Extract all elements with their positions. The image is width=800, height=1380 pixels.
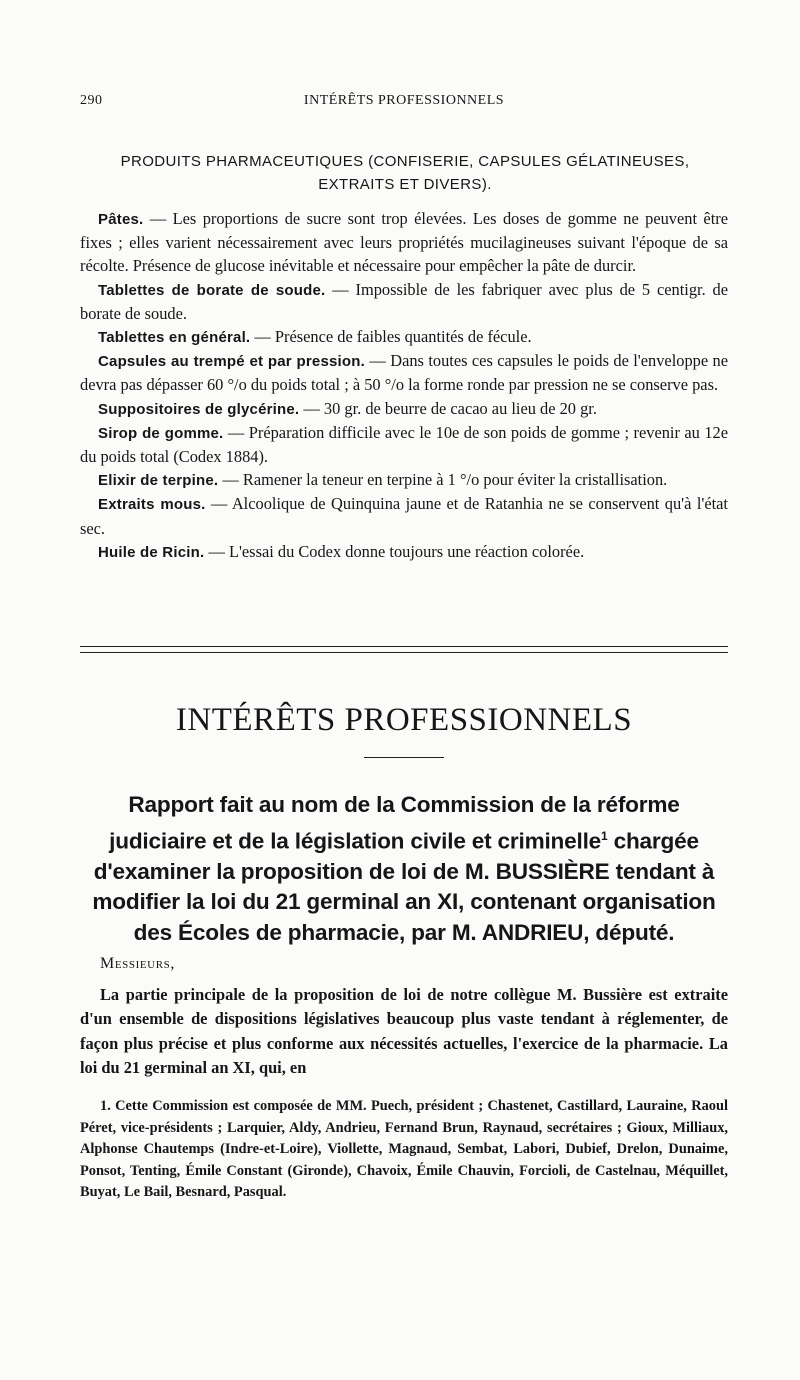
remark-text: — Dans toutes ces capsules le poids de l'enveloppe ne devra pas dépasser 60 °/o du poids total ; à 50 °/o la forme ronde par pression ne se conserve pas.	[80, 351, 729, 395]
chapter-separator	[364, 757, 444, 758]
footnote-reference: 1	[601, 828, 608, 843]
remark-term: Tablettes de borate de soude.	[98, 281, 326, 299]
remark-text: — Alcoolique de Quinquina jaune et de Ratanhia ne se conservent qu'à l'état sec.	[80, 494, 728, 538]
remark-item	[80, 421, 728, 468]
remark-term: Elixir de terpine.	[98, 472, 219, 490]
remark-text: — Les proportions de sucre sont trop élevées. Les doses de gomme ne peuvent être fixes ; elles varient nécessairement avec leurs propriétés mucilagineuses suivant l'époque de sa récolte. Présence de glucose inévitable et nécessaire pour empêcher la pâte de durcir.	[80, 209, 728, 276]
report-title-part-2: chargée d'examiner la proposition de loi de M. BUSSIÈRE tendant à modifier la loi du 21 germinal an XI, contenant organisation des Écoles de pharmacie, par M. ANDRIEU, député.	[92, 828, 716, 945]
remark-term: Huile de Ricin.	[98, 543, 205, 561]
remark-text: — Préparation difficile avec le 10e de son poids de gomme ; revenir au 12e du poids total (Codex 1884).	[80, 422, 729, 467]
remark-text: — L'essai du Codex donne toujours une réaction colorée.	[204, 541, 585, 561]
remark-item	[80, 540, 728, 564]
footnote-text: 1. Cette Commission est composée de MM. Puech, président ; Chastenet, Castillard, Lauraine, Raoul Péret, vice-présidents ; Larquier, Aldy, Andrieu, Fernand Brun, Raynaud, secrétaires ; Gioux, Milliaux, Alphonse Chautemps (Indre-et-Loire), Viollette, Magnaud, Sembat, Labori, Dubief, Drelon, Dunaime, Ponsot, Tenting, Émile Constant (Gironde), Chavoix, Émile Chauvin, Forcioli, de Castelnau, Méquillet, Buyat, Le Bail, Besnard, Pasqual.	[80, 1098, 728, 1201]
salutation: Messieurs,	[100, 955, 175, 972]
product-remarks	[80, 207, 728, 564]
report-paragraph: La partie principale de la proposition de loi de notre collègue M. Bussière est extraite d'un ensemble de dispositions législatives beaucoup plus vaste tendant à réglementer, de façon plus précise et plus conforme aux nécessités actuelles, l'exercice de la pharmacie. La loi du 21 germinal an XI, qui, en	[80, 985, 728, 1078]
footnote	[80, 1096, 728, 1204]
remark-term: Sirop de gomme.	[98, 424, 224, 442]
remark-text: — Ramener la teneur en terpine à 1 °/o pour éviter la cristallisation.	[218, 470, 668, 490]
remark-item	[80, 492, 728, 539]
remark-item	[80, 349, 728, 396]
remark-text: — Présence de faibles quantités de fécule.	[250, 327, 532, 347]
running-title: INTÉRÊTS PROFESSIONNELS	[303, 93, 505, 108]
remark-item	[80, 278, 728, 325]
section-title-line-2: EXTRAITS ET DIVERS).	[318, 176, 492, 193]
remark-item	[80, 397, 728, 421]
remark-term: Tablettes en général.	[98, 329, 251, 347]
report-title	[80, 790, 728, 948]
remark-term: Extraits mous.	[98, 496, 206, 514]
section-divider-bottom	[80, 652, 728, 653]
remark-term: Pâtes.	[98, 211, 144, 228]
remark-item	[80, 207, 728, 278]
remark-text: — Impossible de les fabriquer avec plus de 5 centigr. de borate de soude.	[80, 279, 728, 323]
report-body	[80, 983, 728, 1081]
remark-item	[80, 325, 728, 349]
section-title	[100, 150, 710, 196]
report-title-part-1: Rapport fait au nom de la Commission de la réforme judiciaire et de la législation civile et criminelle	[109, 792, 680, 854]
remark-item	[80, 468, 728, 492]
remark-text: — 30 gr. de beurre de cacao au lieu de 20 gr.	[299, 398, 597, 418]
page-number: 290	[80, 93, 103, 108]
section-divider-top	[80, 646, 728, 647]
remark-term: Suppositoires de glycérine.	[98, 400, 300, 418]
chapter-title: INTÉRÊTS PROFESSIONNELS	[175, 702, 633, 738]
remark-term: Capsules au trempé et par pression.	[98, 353, 366, 371]
section-title-line-1: PRODUITS PHARMACEUTIQUES (CONFISERIE, CAPSULES GÉLATINEUSES,	[120, 153, 690, 170]
running-header	[80, 93, 728, 113]
